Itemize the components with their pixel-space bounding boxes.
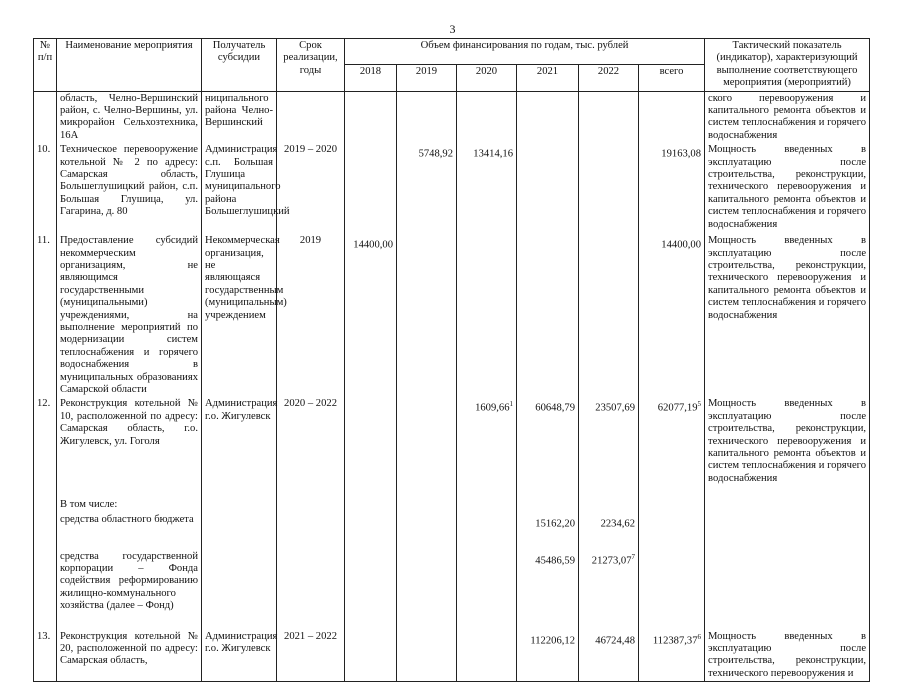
tactical-indicator (705, 614, 870, 682)
header-funding: Объем финансирования по годам, тыс. рублей (345, 39, 705, 65)
year-value (397, 513, 457, 532)
year-value (457, 91, 517, 143)
year-value (517, 513, 579, 532)
tactical-indicator-text: ского перевооружения и капитального ремонта объектов и систем теплоснабжения и горячего водоснабжения (708, 92, 867, 141)
header-year: 2020 (457, 65, 517, 91)
implementation-period (277, 486, 345, 512)
year-value (457, 532, 517, 614)
year-value-text: 2234,62 (600, 518, 635, 530)
table-header (34, 39, 870, 92)
table-row (34, 143, 870, 232)
table-row (34, 397, 870, 486)
year-value (397, 143, 457, 232)
row-number (34, 532, 57, 614)
year-value (579, 91, 639, 143)
tactical-indicator (705, 232, 870, 397)
implementation-period (277, 532, 345, 614)
year-value-text: 46724,48 (595, 635, 635, 647)
total-value (639, 532, 705, 614)
total-value (639, 143, 705, 232)
subsidy-recipient (202, 614, 277, 682)
measure-name-text: Предоставление субсидий некоммерческим организациям, не являющимся государственными (муниципальными) учреждениями, на выполнение мероприятий по модернизации систем теплоснабжения и горячего водоснабжения в муниципальных образованиях Самарской области (60, 235, 198, 395)
footnote-mark: 1 (509, 400, 513, 409)
year-value (457, 614, 517, 682)
header-num: № п/п (34, 39, 57, 92)
tactical-indicator (705, 397, 870, 486)
implementation-period (277, 143, 345, 232)
row-number (34, 143, 57, 232)
tactical-indicator-text: Мощность введенных в эксплуатацию после строительства, реконструкции, технического перевооружения и (708, 630, 867, 679)
row-number (34, 397, 57, 486)
subsidy-recipient (202, 143, 290, 232)
total-value (639, 486, 705, 512)
year-value (517, 532, 579, 614)
year-value (579, 532, 639, 614)
footnote-mark: 5 (697, 400, 702, 409)
subsidy-recipient-text: ниципального района Челно-Вершинский (205, 92, 273, 129)
year-value (457, 232, 517, 397)
total-value-text: 19163,08 (661, 148, 702, 160)
year-value (579, 486, 639, 512)
year-value-text: 60648,79 (535, 402, 575, 414)
measure-name (57, 486, 202, 512)
table-row (34, 614, 870, 682)
measure-name (57, 614, 202, 682)
row-number-text: 11. (37, 235, 50, 247)
year-value-text: 45486,59 (535, 555, 575, 567)
year-value (345, 397, 397, 486)
total-value-text: 14400,00 (661, 239, 702, 251)
year-value (345, 232, 397, 397)
year-value-text: 1609,66 (475, 402, 510, 414)
year-value (579, 614, 639, 682)
year-value-text: 5748,92 (418, 148, 453, 160)
year-value (397, 91, 457, 143)
subsidy-recipient-text: Администрация с.п. Большая Глушица муниципального района Большеглушицкий (205, 144, 290, 218)
implementation-period-text: 2019 – 2020 (284, 144, 337, 156)
footnote-mark: 7 (631, 552, 635, 561)
table-row (34, 532, 870, 614)
measure-name-text: область, Челно-Вершинский район, с. Челно-Вершины, ул. микрорайон Сельхозтехника, 16А (60, 92, 198, 141)
year-value-text: 15162,20 (535, 518, 575, 530)
measure-name-text: средства областного бюджета (60, 513, 194, 525)
implementation-period (277, 614, 345, 682)
tactical-indicator-text: Мощность введенных в эксплуатацию после строительства, реконструкции, технического перевооружения и капитального ремонта объектов и систем теплоснабжения и горячего водоснабжения (708, 398, 867, 484)
year-value (579, 232, 639, 397)
subsidy-recipient-text: Некоммерческая организация, не являющаяся государственным (муниципальным) учреждением (205, 235, 287, 321)
tactical-indicator-text: Мощность введенных в эксплуатацию после строительства, реконструкции, технического перевооружения и капитального ремонта объектов и систем теплоснабжения и горячего водоснабжения (708, 235, 867, 321)
year-value (457, 513, 517, 532)
total-value-text: 62077,19 (657, 402, 698, 414)
table-row (34, 486, 870, 512)
year-value (345, 513, 397, 532)
header-total: всего (639, 65, 705, 91)
subsidy-recipient-text: Администрация г.о. Жигулевск (205, 398, 278, 422)
table-row (34, 91, 870, 143)
measure-name (57, 143, 202, 232)
subsidy-recipient (202, 513, 277, 532)
implementation-period-text: 2019 (299, 235, 322, 247)
table-body (34, 91, 870, 682)
total-value (639, 91, 705, 143)
subsidy-recipient-text: Администрация г.о. Жигулевск (205, 630, 278, 654)
implementation-period-text: 2021 – 2022 (284, 630, 337, 642)
measure-name (57, 532, 202, 614)
year-value (517, 486, 579, 512)
row-number (34, 614, 57, 682)
total-value (639, 397, 705, 486)
subsidy-recipient (202, 232, 287, 397)
row-number (34, 513, 57, 532)
year-value (397, 486, 457, 512)
footnote-mark: 6 (697, 632, 702, 641)
header-indicator: Тактический показатель (индикатор), характеризующий выполнение соответствующего мероприятия (мероприятий) (705, 39, 870, 92)
financing-table (33, 38, 870, 682)
implementation-period (277, 232, 345, 397)
header-name: Наименование мероприятия (57, 39, 202, 92)
subsidy-recipient (202, 486, 277, 512)
measure-name-text: В том числе: (60, 499, 118, 511)
implementation-period (277, 91, 345, 143)
tactical-indicator-text: Мощность введенных в эксплуатацию после строительства, реконструкции, технического перевооружения и капитального ремонта объектов и систем теплоснабжения и горячего водоснабжения (708, 144, 867, 230)
tactical-indicator (705, 91, 870, 143)
row-number (34, 91, 57, 143)
year-value (345, 614, 397, 682)
tactical-indicator (705, 532, 870, 614)
year-value-text: 21273,07 (591, 555, 632, 567)
measure-name (57, 232, 202, 397)
year-value (517, 232, 579, 397)
year-value (345, 532, 397, 614)
year-value (397, 614, 457, 682)
header-year: 2021 (517, 65, 579, 91)
subsidy-recipient (202, 532, 277, 614)
year-value-text: 14400,00 (353, 239, 393, 251)
measure-name (57, 91, 202, 143)
year-value (457, 143, 517, 232)
year-value (457, 397, 517, 486)
implementation-period (277, 513, 345, 532)
measure-name-text: Техническое перевооружение котельной № 2 по адресу: Самарская область, Большеглушицкий район, с.п. Большая Глушица, ул. Гагарина, д. 80 (60, 144, 198, 218)
year-value (397, 397, 457, 486)
year-value (517, 614, 579, 682)
year-value-text: 13414,16 (473, 148, 513, 160)
implementation-period-text: 2020 – 2022 (284, 398, 337, 410)
total-value (639, 513, 705, 532)
year-value (345, 143, 397, 232)
measure-name-text: Реконструкция котельной № 10, расположенной по адресу: Самарская область, г.о. Жигулевск, ул. Гоголя (60, 398, 198, 447)
year-value (457, 486, 517, 512)
year-value (579, 143, 639, 232)
year-value (397, 232, 457, 397)
year-value (517, 397, 579, 486)
subsidy-recipient (202, 397, 277, 486)
measure-name (57, 513, 202, 532)
total-value (639, 232, 705, 397)
row-number (34, 232, 57, 397)
year-value-text: 23507,69 (595, 402, 635, 414)
table-row (34, 232, 870, 397)
row-number (34, 486, 57, 512)
header-year: 2018 (345, 65, 397, 91)
row-number-text: 13. (37, 630, 51, 642)
implementation-period (277, 397, 345, 486)
year-value (517, 91, 579, 143)
year-value (345, 486, 397, 512)
tactical-indicator (705, 486, 870, 512)
header-year: 2019 (397, 65, 457, 91)
total-value-text: 112387,37 (652, 635, 698, 647)
year-value-text: 112206,12 (530, 635, 575, 647)
tactical-indicator (705, 143, 870, 232)
row-number-text: 12. (37, 398, 51, 410)
page-number: 3 (449, 22, 456, 36)
measure-name-text: Реконструкция котельной № 20, расположенной по адресу: Самарская область, (60, 630, 198, 667)
tactical-indicator (705, 513, 870, 532)
year-value (517, 143, 579, 232)
year-value (345, 91, 397, 143)
row-number-text: 10. (37, 144, 51, 156)
year-value (397, 532, 457, 614)
measure-name-text: средства государственной корпорации – Фонда содействия реформированию жилищно-коммунального хозяйства (далее – Фонд) (60, 550, 198, 612)
year-value (579, 397, 639, 486)
total-value (639, 614, 705, 682)
header-year: 2022 (579, 65, 639, 91)
year-value (579, 513, 639, 532)
header-period: Срок реализации, годы (277, 39, 345, 92)
header-recipient: Получатель субсидии (202, 39, 277, 92)
measure-name (57, 397, 202, 486)
table-row (34, 513, 870, 532)
subsidy-recipient (202, 91, 277, 143)
